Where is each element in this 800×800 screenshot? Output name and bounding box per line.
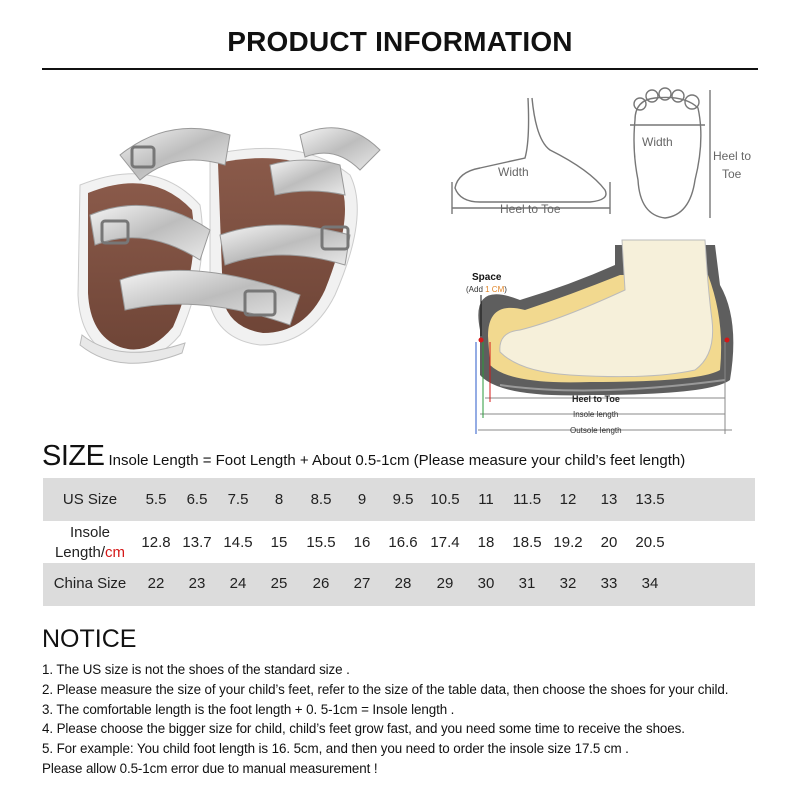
table-cell: 6.5 (186, 491, 208, 508)
measure-outsole: Outsole length (570, 426, 622, 435)
table-cell: 20.5 (635, 534, 665, 551)
measurement-diagrams (440, 80, 770, 440)
table-cell: 27 (353, 575, 371, 592)
measure-insole: Insole length (573, 410, 619, 419)
width-label-side: Width (498, 165, 529, 179)
notice-heading: NOTICE (42, 625, 137, 653)
table-cell: 18.5 (512, 534, 542, 551)
table-cell: 30 (477, 575, 495, 592)
table-cell: 10.5 (430, 491, 460, 508)
width-label-top: Width (642, 135, 673, 149)
table-cell: 12.8 (141, 534, 171, 551)
notice-item: 3. The comfortable length is the foot length + 0. 5-1cm = Insole length . (42, 701, 455, 717)
table-cell: 22 (147, 575, 165, 592)
measure-heel-to-toe: Heel to Toe (572, 394, 620, 404)
table-cell: 11 (478, 491, 494, 508)
table-cell: 26 (312, 575, 330, 592)
table-cell: 8 (274, 491, 284, 508)
table-cell: 31 (518, 575, 536, 592)
heel-to-toe-label-side: Heel to Toe (500, 202, 561, 216)
table-row-us-size (43, 478, 755, 521)
sandal-back (210, 128, 380, 345)
table-cell: 28 (394, 575, 412, 592)
table-row-china-size (43, 563, 755, 606)
table-cell: 17.4 (430, 534, 460, 551)
notice-item: 1. The US size is not the shoes of the standard size . (42, 662, 350, 677)
table-cell: 15 (270, 534, 288, 551)
table-cell: 13 (600, 491, 618, 508)
table-cell: 20 (600, 534, 618, 551)
table-cell: 29 (436, 575, 454, 592)
table-cell: 14.5 (223, 534, 253, 551)
space-add-note: (Add 1 CM) (466, 285, 507, 294)
table-cell: 34 (641, 575, 659, 592)
size-table (43, 478, 755, 606)
table-cell: 13.7 (182, 534, 212, 551)
notice-item: 5. For example: You child foot length is 16. 5cm, and then you need to order the insole size 17.5 cm . (42, 741, 629, 757)
table-cell: 16 (353, 534, 371, 551)
table-cell: 13.5 (635, 491, 665, 508)
table-cell: 5.5 (145, 491, 167, 508)
table-cell: 19.2 (553, 534, 583, 551)
space-label: Space (472, 272, 502, 283)
notice-item: Please allow 0.5-1cm error due to manual measurement ! (42, 760, 378, 776)
row-label-china-size: China Size (53, 575, 127, 592)
row-label-us-size: US Size (62, 491, 118, 508)
page-title: PRODUCT INFORMATION (227, 26, 573, 57)
heel-to-toe-vertical-1: Heel to (713, 149, 752, 163)
table-cell: 32 (559, 575, 577, 592)
table-cell: 11.5 (512, 491, 542, 508)
table-cell: 25 (270, 575, 288, 592)
table-cell: 9.5 (392, 491, 414, 508)
notice-list (42, 660, 728, 779)
notice-item: 2. Please measure the size of your child’s feet, refer to the size of the table data, then choose the shoes for your child. (42, 681, 729, 697)
table-cell: 18 (477, 534, 495, 551)
table-cell: 7.5 (227, 491, 249, 508)
table-cell: 23 (188, 575, 206, 592)
row-label-insole-length: Insole Length/cm (54, 524, 126, 561)
foot-side-view (452, 98, 610, 214)
notice-item: 4. Please choose the bigger size for child, child’s feet grow fast, and you need some time to receive the shoes. (42, 721, 685, 737)
size-heading (42, 440, 685, 473)
table-row-insole-length (43, 521, 755, 563)
heel-to-toe-vertical-2: Toe (722, 167, 742, 181)
size-title: SIZE (42, 440, 105, 472)
table-cell: 24 (229, 575, 247, 592)
table-cell: 8.5 (310, 491, 332, 508)
table-cell: 33 (600, 575, 618, 592)
table-cell: 12 (559, 491, 577, 508)
table-cell: 16.6 (388, 534, 418, 551)
product-image-sandals (60, 95, 410, 385)
size-formula: Insole Length = Foot Length + About 0.5-1cm (Please measure your child’s feet length) (108, 452, 686, 469)
table-cell: 15.5 (306, 534, 336, 551)
shoe-cross-section (478, 240, 733, 395)
foot-top-view (630, 88, 710, 218)
table-cell: 9 (357, 491, 367, 508)
title-divider (42, 68, 758, 70)
